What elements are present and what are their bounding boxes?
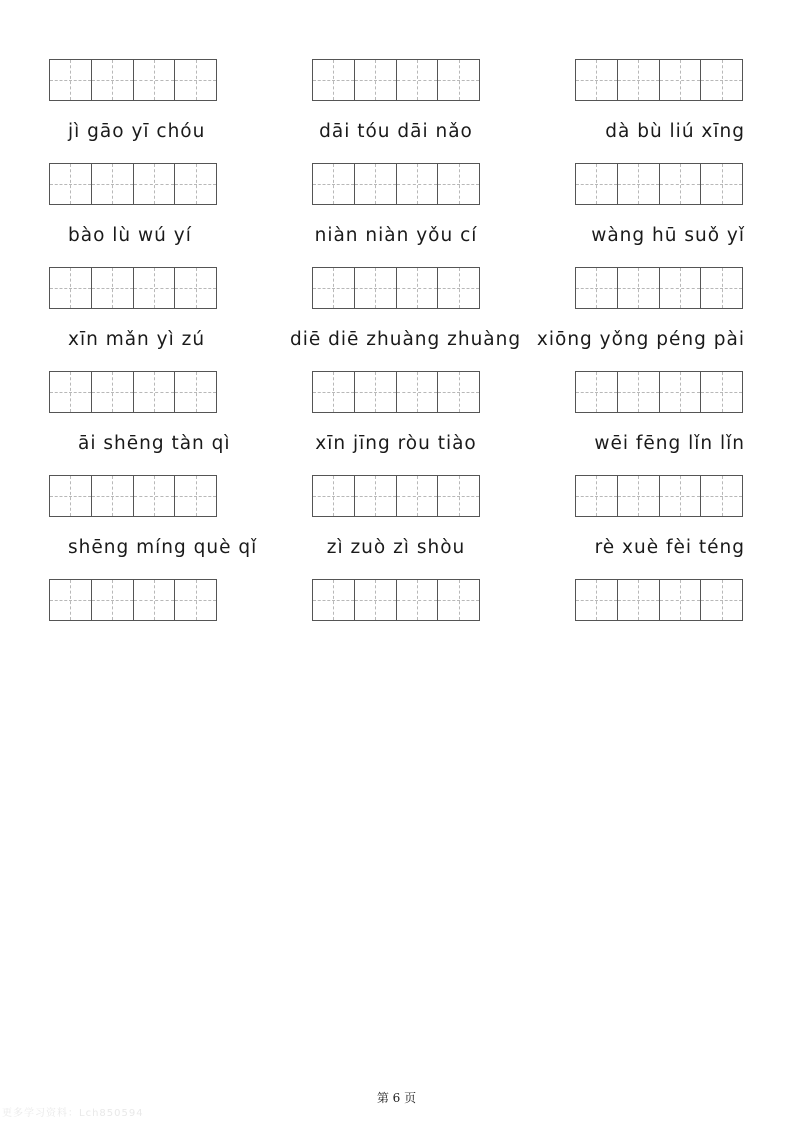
tian-grid[interactable] xyxy=(312,475,480,517)
pinyin-row xyxy=(0,221,793,251)
pinyin-label: wēi fēng lǐn lǐn xyxy=(594,433,745,454)
tian-grid[interactable] xyxy=(575,475,743,517)
tian-grid[interactable] xyxy=(49,371,217,413)
pinyin-row xyxy=(0,533,793,563)
pinyin-label: zì zuò zì shòu xyxy=(326,537,466,558)
tian-grid[interactable] xyxy=(312,163,480,205)
pinyin-row xyxy=(0,117,793,147)
pinyin-label: āi shēng tàn qì xyxy=(78,433,231,454)
writing-grid-row xyxy=(0,267,793,311)
pinyin-label: xiōng yǒng péng pài xyxy=(536,329,745,350)
tian-grid[interactable] xyxy=(49,59,217,101)
writing-grid-row xyxy=(0,59,793,103)
writing-grid-row xyxy=(0,579,793,623)
writing-grid-row xyxy=(0,163,793,207)
tian-grid[interactable] xyxy=(49,475,217,517)
tian-grid[interactable] xyxy=(312,579,480,621)
tian-grid[interactable] xyxy=(312,59,480,101)
pinyin-label: diē diē zhuàng zhuàng xyxy=(290,329,522,350)
tian-grid[interactable] xyxy=(575,371,743,413)
tian-grid[interactable] xyxy=(575,163,743,205)
tian-grid[interactable] xyxy=(49,267,217,309)
pinyin-row xyxy=(0,325,793,355)
pinyin-label: bào lù wú yí xyxy=(68,225,192,246)
pinyin-row xyxy=(0,429,793,459)
tian-grid[interactable] xyxy=(575,59,743,101)
pinyin-label: niàn niàn yǒu cí xyxy=(314,225,478,246)
watermark-text: 更多学习资料：Lch850594 xyxy=(2,1108,144,1119)
pinyin-label: xīn jīng ròu tiào xyxy=(315,433,477,454)
pinyin-label: wàng hū suǒ yǐ xyxy=(591,225,745,246)
tian-grid[interactable] xyxy=(49,579,217,621)
writing-grid-row xyxy=(0,371,793,415)
page-number: 第 6 页 xyxy=(376,1091,417,1105)
writing-grid-row xyxy=(0,475,793,519)
tian-grid[interactable] xyxy=(312,371,480,413)
pinyin-label: shēng míng què qǐ xyxy=(68,537,258,558)
tian-grid[interactable] xyxy=(49,163,217,205)
pinyin-label: dāi tóu dāi nǎo xyxy=(319,121,473,142)
tian-grid[interactable] xyxy=(575,579,743,621)
pinyin-label: rè xuè fèi téng xyxy=(594,537,745,558)
pinyin-label: dà bù liú xīng xyxy=(605,121,745,142)
tian-grid[interactable] xyxy=(312,267,480,309)
tian-grid[interactable] xyxy=(575,267,743,309)
pinyin-label: jì gāo yī chóu xyxy=(68,121,206,142)
pinyin-label: xīn mǎn yì zú xyxy=(68,329,206,350)
